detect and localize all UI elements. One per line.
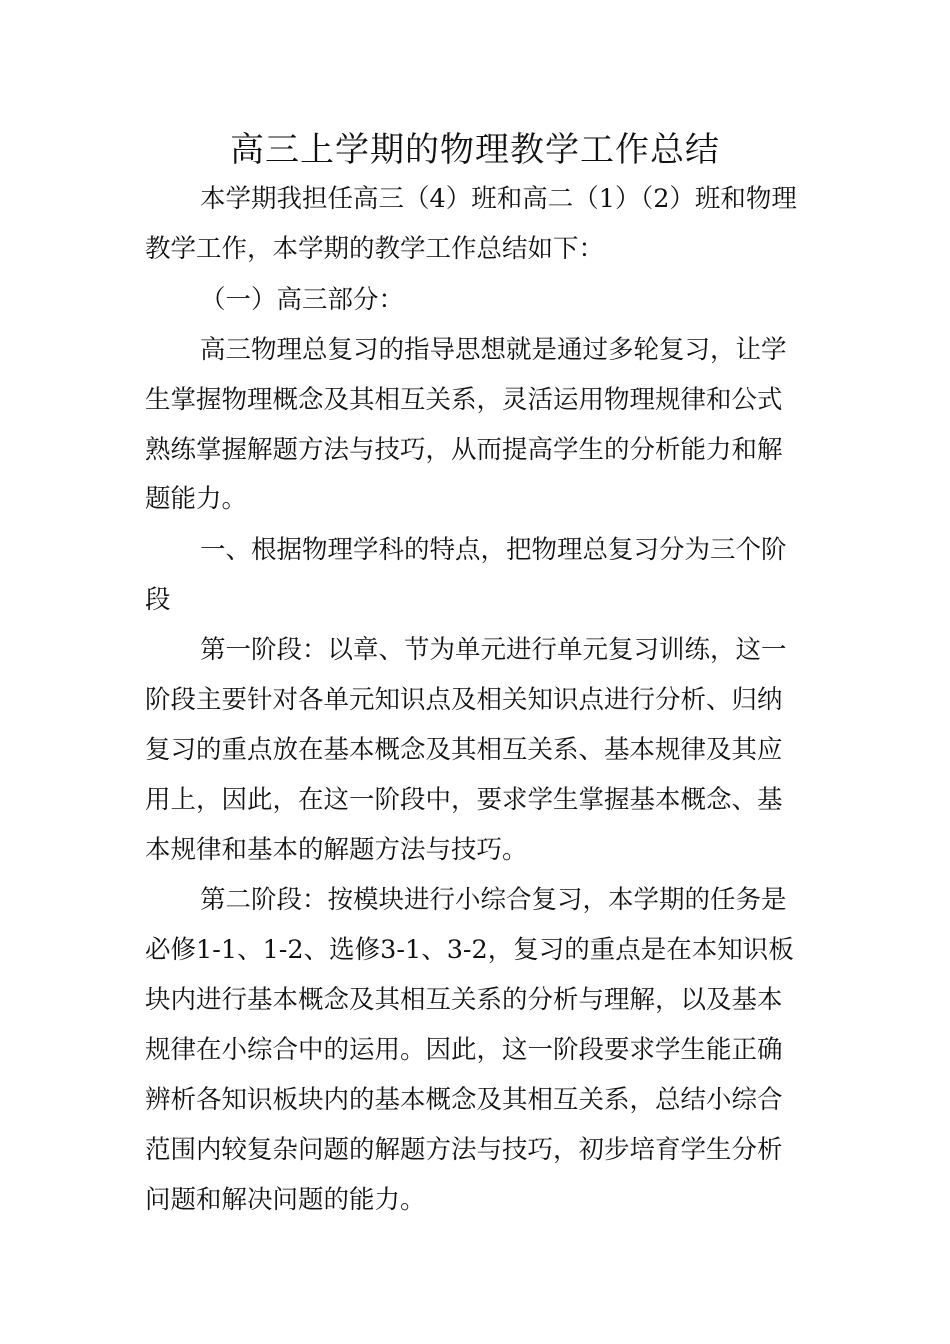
document-title: 高三上学期的物理教学工作总结 xyxy=(230,130,720,170)
text-line: 教学工作，本学期的教学工作总结如下： xyxy=(145,234,605,264)
text-line: 高三物理总复习的指导思想就是通过多轮复习，让学 xyxy=(200,335,787,365)
text-line: 必修1-1、1-2、选修3-1、3-2，复习的重点是在本知识板 xyxy=(145,935,794,965)
text-line: 第一阶段：以章、节为单元进行单元复习训练，这一 xyxy=(200,635,787,665)
text-line: 复习的重点放在基本概念及其相互关系、基本规律及其应 xyxy=(145,735,783,765)
text-line: 生掌握物理概念及其相互关系，灵活运用物理规律和公式 xyxy=(145,385,783,415)
text-line: 本学期我担任高三（4）班和高二（1）（2）班和物理 xyxy=(200,184,797,214)
text-line: 熟练掌握解题方法与技巧，从而提高学生的分析能力和解 xyxy=(145,435,783,465)
text-line: 本规律和基本的解题方法与技巧。 xyxy=(145,835,528,865)
text-line: 块内进行基本概念及其相互关系的分析与理解，以及基本 xyxy=(145,985,783,1015)
text-line: 一、根据物理学科的特点，把物理总复习分为三个阶 xyxy=(200,535,787,565)
text-line: 段 xyxy=(145,585,171,615)
text-line: 辨析各知识板块内的基本概念及其相互关系，总结小综合 xyxy=(145,1085,783,1115)
text-line: 阶段主要针对各单元知识点及相关知识点进行分析、归纳 xyxy=(145,685,783,715)
text-line: 规律在小综合中的运用。因此，这一阶段要求学生能正确 xyxy=(145,1035,783,1065)
text-line: 问题和解决问题的能力。 xyxy=(145,1185,426,1215)
text-line: 范围内较复杂问题的解题方法与技巧，初步培育学生分析 xyxy=(145,1135,783,1165)
text-line: 用上，因此，在这一阶段中，要求学生掌握基本概念、基 xyxy=(145,785,783,815)
text-line: 第二阶段：按模块进行小综合复习，本学期的任务是 xyxy=(200,885,787,915)
section-heading: （一）高三部分： xyxy=(200,285,405,315)
text-line: 题能力。 xyxy=(145,484,248,514)
